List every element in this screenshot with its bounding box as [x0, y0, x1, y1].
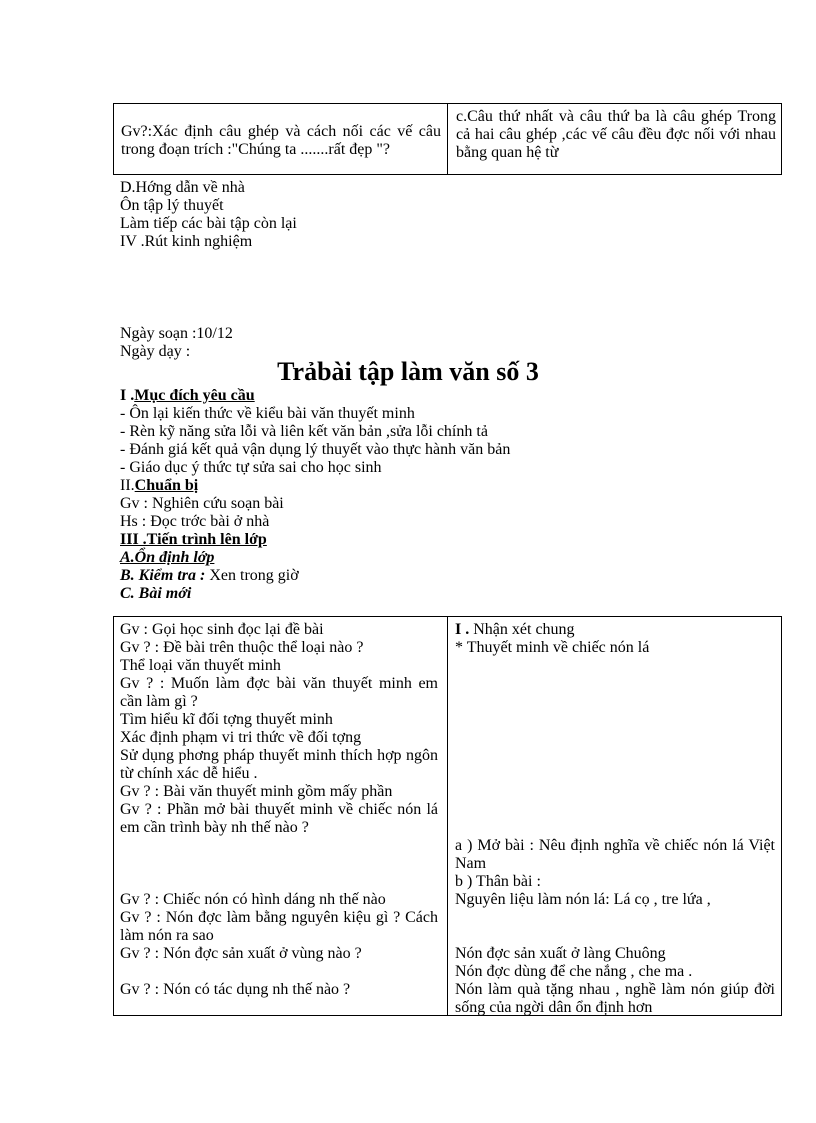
- section-2-hs: Hs : Đọc trớc bài ở nhà: [120, 513, 270, 530]
- section-1-item: - Rèn kỹ năng sửa lỗi và liên kết văn bản ,sửa lỗi chính tả: [120, 423, 488, 440]
- lesson-table: [113, 616, 782, 1016]
- section-1-heading: [120, 387, 255, 405]
- section-3-b-label: B. Kiểm tra :: [120, 567, 206, 584]
- lesson-left-block: Gv ? : Nón đợc sản xuất ở vùng nào ?: [120, 945, 362, 962]
- lesson-right-intro: * Thuyết minh về chiếc nón lá: [455, 639, 650, 656]
- lesson-right-heading-text: Nhận xét chung: [469, 621, 575, 638]
- lesson-right-heading: [455, 621, 775, 639]
- lesson-left-block: Gv ? : Muốn làm đợc bài văn thuyết minh em cần làm gì ?: [120, 675, 438, 710]
- homework-heading: D.Hớng dẫn về nhà: [120, 179, 245, 196]
- lesson-right-b: b ) Thân bài :: [455, 873, 541, 890]
- experience-heading: IV .Rút kinh nghiệm: [120, 233, 253, 250]
- lesson-right-b4: Nón làm quà tặng nhau , nghề làm nón giúp đời sống của ngời dân ổn định hơn: [455, 981, 775, 1016]
- lesson-right-b3: Nón đợc dùng để che nắng , che ma .: [455, 963, 693, 980]
- lesson-left-block: Tìm hiểu kĩ đối tợng thuyết minh Xác định phạm vi tri thức về đối tợng: [120, 711, 362, 746]
- lesson-left-block: Gv ? : Phần mở bài thuyết minh về chiếc nón lá em cần trình bày nh thế nào ?: [120, 801, 438, 836]
- section-3-a: A.Ổn định lớp: [120, 549, 215, 566]
- date-prepared: Ngày soạn :10/12: [120, 325, 233, 342]
- section-3-heading: III .Tiến trình lên lớp: [120, 531, 267, 548]
- lesson-right-a: a ) Mở bài : Nêu định nghĩa về chiếc nón lá Việt Nam: [455, 837, 775, 872]
- lesson-left-block: Gv ? : Nón đợc làm bằng nguyên kiệu gì ? Cách làm nón ra sao: [120, 909, 438, 944]
- section-2-title: Chuẩn bị: [134, 477, 199, 494]
- page-title: Trảbài tập làm văn số 3: [277, 357, 539, 386]
- lesson-table-divider: [447, 617, 448, 1015]
- section-1-item: - Ôn lại kiến thức về kiểu bài văn thuyết minh: [120, 405, 415, 422]
- section-1-item: - Giáo dục ý thức tự sửa sai cho học sinh: [120, 459, 382, 476]
- top-table-divider: [447, 104, 448, 174]
- section-3-c: C. Bài mới: [120, 585, 192, 602]
- lesson-left-block: Gv ? : Chiếc nón có hình dáng nh thế nào: [120, 891, 386, 908]
- section-2-prefix: II.: [120, 477, 135, 494]
- date-taught: Ngày dạy :: [120, 343, 191, 360]
- lesson-right-heading-prefix: I .: [455, 621, 470, 638]
- section-1-item: - Đánh giá kết quả vận dụng lý thuyết vào thực hành văn bản: [120, 441, 511, 458]
- homework-item-1: Ôn tập lý thuyết: [120, 197, 224, 214]
- lesson-left-block: Gv ? : Nón có tác dụng nh thế nào ?: [120, 981, 351, 998]
- section-2-gv: Gv : Nghiên cứu soạn bài: [120, 495, 284, 512]
- homework-item-2: Làm tiếp các bài tập còn lại: [120, 215, 297, 232]
- lesson-right-b1: Nguyên liệu làm nón lá: Lá cọ , tre lứa ,: [455, 891, 711, 908]
- top-table-right-cell: c.Câu thứ nhất và câu thứ ba là câu ghép Trong cả hai câu ghép ,các vế câu đều đợc nối với nhau bằng quan hệ từ: [456, 108, 776, 161]
- top-table: [113, 103, 782, 175]
- lesson-right-b2: Nón đợc sản xuất ở làng Chuông: [455, 945, 666, 962]
- section-1-prefix: I .: [120, 387, 135, 404]
- lesson-left-block: Gv ? : Bài văn thuyết minh gồm mấy phần: [120, 783, 393, 800]
- top-table-left-cell: Gv?:Xác định câu ghép và cách nối các vế câu trong đoạn trích :"Chúng ta .......rất đẹp "?: [121, 123, 441, 158]
- section-3-b-value: Xen trong giờ: [205, 567, 299, 584]
- section-2-heading: [120, 477, 198, 495]
- lesson-left-block: Sử dụng phơng pháp thuyết minh thích hợp ngôn từ chính xác dễ hiểu .: [120, 747, 438, 782]
- section-3-b: [120, 567, 299, 585]
- section-1-title: Mục đích yêu cầu: [134, 387, 255, 404]
- lesson-left-block: Gv : Gọi học sinh đọc lại đề bài Gv ? : Đề bài trên thuộc thể loại nào ? Thể loại văn thuyết minh: [120, 621, 364, 674]
